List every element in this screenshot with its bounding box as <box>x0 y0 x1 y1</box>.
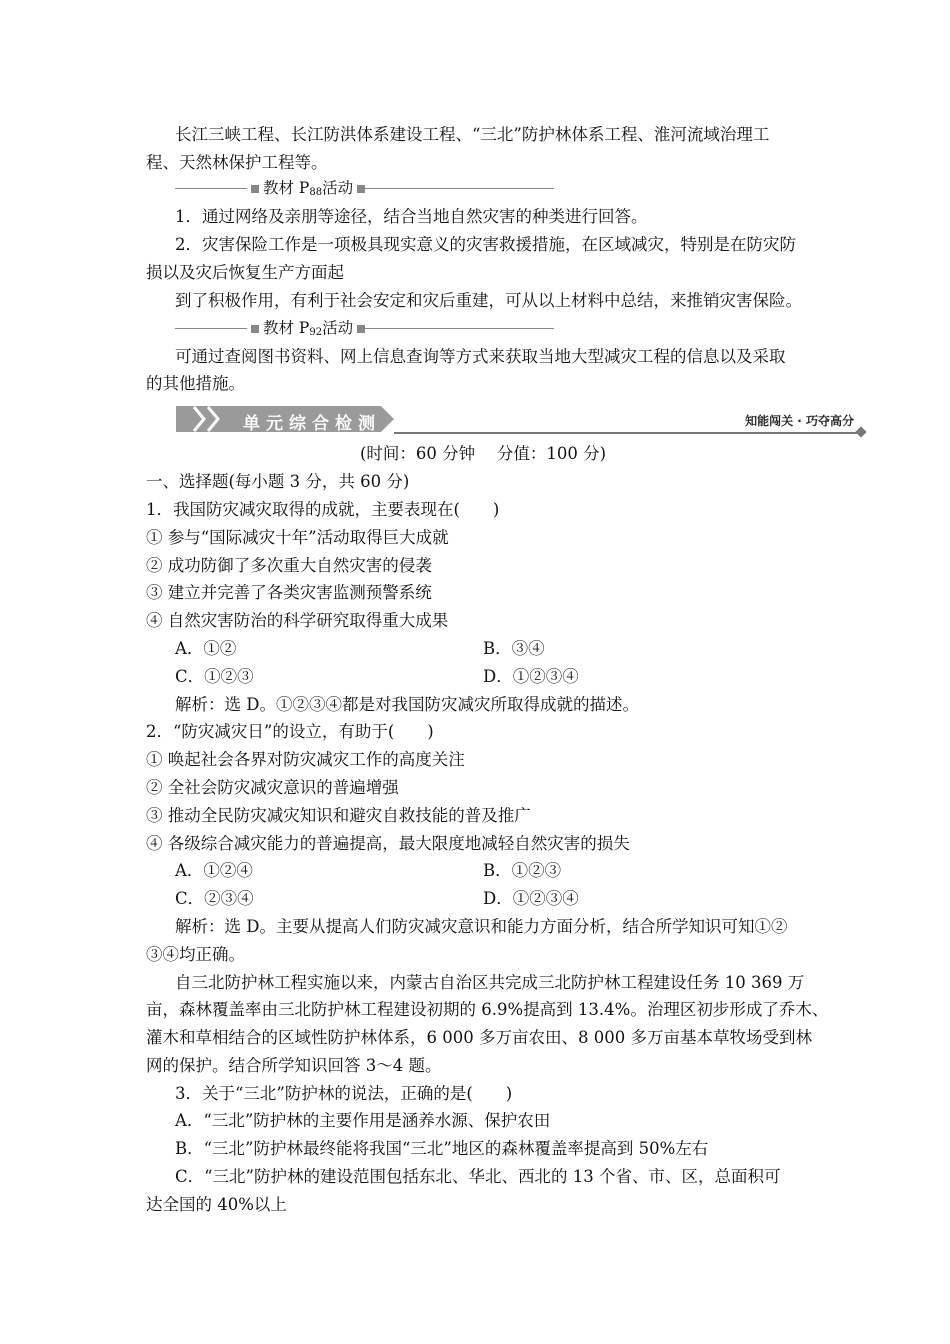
statement-item: ① 参与“国际减灾十年”活动取得巨大成就 <box>146 528 449 547</box>
banner-title: 单元综合检测 <box>243 414 381 434</box>
paragraph-line: 到了积极作用，有利于社会安定和灾后重建，可从以上材料中总结，来推销灾害保险。 <box>175 291 802 310</box>
option-a: A．①②④ <box>175 861 253 880</box>
option-c-continued: 达全国的 40%以上 <box>146 1195 287 1214</box>
statement-item: ① 唤起社会各界对防灾减灾工作的高度关注 <box>146 750 465 769</box>
chevron-right-icon <box>192 406 206 432</box>
paragraph-line: 1．通过网络及亲朋等途径，结合当地自然灾害的种类进行回答。 <box>175 207 648 226</box>
section-suffix: 活动 <box>322 319 354 337</box>
section-rule-right <box>362 328 554 329</box>
analysis-text: ③④均正确。 <box>146 945 245 964</box>
paragraph-line: 长江三峡工程、长江防洪体系建设工程、“三北”防护林体系工程、淮河流域治理工 <box>175 125 770 144</box>
question-stem: 2．“防灾减灾日”的设立，有助于( ) <box>146 722 434 741</box>
option-d: D．①②③④ <box>483 889 579 908</box>
analysis-text: 解析：选 D。①②③④都是对我国防灾减灾所取得成就的描述。 <box>175 695 639 714</box>
paragraph-line: 2．灾害保险工作是一项极具现实意义的灾害救援措施，在区域减灾，特别是在防灾防 <box>175 235 796 254</box>
section-rule-right <box>362 188 554 189</box>
statement-item: ③ 建立并完善了各类灾害监测预警系统 <box>146 583 432 602</box>
statement-item: ④ 自然灾害防治的科学研究取得重大成果 <box>146 611 449 630</box>
material-paragraph: 网的保护。结合所学知识回答 3～4 题。 <box>146 1056 442 1075</box>
option-b: B．③④ <box>483 639 545 658</box>
paragraph-line: 损以及灾后恢复生产方面起 <box>146 263 344 282</box>
option-c: C．①②③ <box>175 667 254 686</box>
section-rule-left <box>175 188 247 189</box>
material-paragraph: 灌木和草相结合的区域性防护林体系，6 000 多万亩农田、8 000 多万亩基本草牧场受到林 <box>146 1028 812 1047</box>
section-heading-textbook-p92 <box>247 318 369 343</box>
paragraph-line: 的其他措施。 <box>146 374 245 393</box>
option-c: C．“三北”防护林的建设范围包括东北、华北、西北的 13 个省、市、区，总面积可 <box>175 1167 781 1186</box>
chevron-right-icon <box>206 406 220 432</box>
section-label: 教材 P <box>263 179 310 197</box>
question-stem: 1．我国防灾减灾取得的成就，主要表现在( ) <box>146 500 500 519</box>
diamond-icon <box>855 426 866 437</box>
square-bullet-icon <box>357 325 365 333</box>
option-b: B．①②③ <box>483 861 562 880</box>
option-a: A．①② <box>175 639 237 658</box>
statement-item: ③ 推动全民防灾减灾知识和避灾自救技能的普及推广 <box>146 806 531 825</box>
statement-item: ② 成功防御了多次重大自然灾害的侵袭 <box>146 556 432 575</box>
section-heading-textbook-p88 <box>247 178 369 203</box>
paragraph-line: 程、天然林保护工程等。 <box>146 153 328 172</box>
exam-meta: (时间：60 分钟 分值：100 分) <box>360 444 607 463</box>
page-subscript: 92 <box>309 327 323 338</box>
statement-item: ④ 各级综合减灾能力的普遍提高，最大限度地减轻自然灾害的损失 <box>146 834 630 853</box>
unit-test-banner <box>176 404 866 434</box>
page-subscript: 88 <box>309 187 323 198</box>
banner-tagline: 知能闯关 · 巧夺高分 <box>745 414 854 428</box>
section-rule-left <box>175 328 247 329</box>
square-bullet-icon <box>357 185 365 193</box>
option-b: B．“三北”防护林最终能将我国“三北”地区的森林覆盖率提高到 50%左右 <box>175 1139 709 1158</box>
square-bullet-icon <box>251 185 259 193</box>
question-stem: 3．关于“三北”防护林的说法，正确的是( ) <box>175 1084 513 1103</box>
section-label: 教材 P <box>263 319 310 337</box>
material-paragraph: 亩，森林覆盖率由三北防护林工程建设初期的 6.9%提高到 13.4%。治理区初步形成了乔木、 <box>146 1000 829 1019</box>
statement-item: ② 全社会防灾减灾意识的普遍增强 <box>146 778 399 797</box>
option-a: A．“三北”防护林的主要作用是涵养水源、保护农田 <box>175 1111 551 1130</box>
square-bullet-icon <box>251 325 259 333</box>
option-c: C．②③④ <box>175 889 254 908</box>
material-paragraph: 自三北防护林工程实施以来，内蒙古自治区共完成三北防护林工程建设任务 10 369 万 <box>175 973 805 992</box>
paragraph-line: 可通过查阅图书资料、网上信息查询等方式来获取当地大型减灾工程的信息以及采取 <box>175 347 786 366</box>
analysis-text: 解析：选 D。主要从提高人们防灾减灾意识和能力方面分析，结合所学知识可知①② <box>175 917 788 936</box>
section-suffix: 活动 <box>322 179 354 197</box>
banner-rule <box>394 432 860 434</box>
part-heading: 一、选择题(每小题 3 分，共 60 分) <box>146 472 410 491</box>
option-d: D．①②③④ <box>483 667 579 686</box>
